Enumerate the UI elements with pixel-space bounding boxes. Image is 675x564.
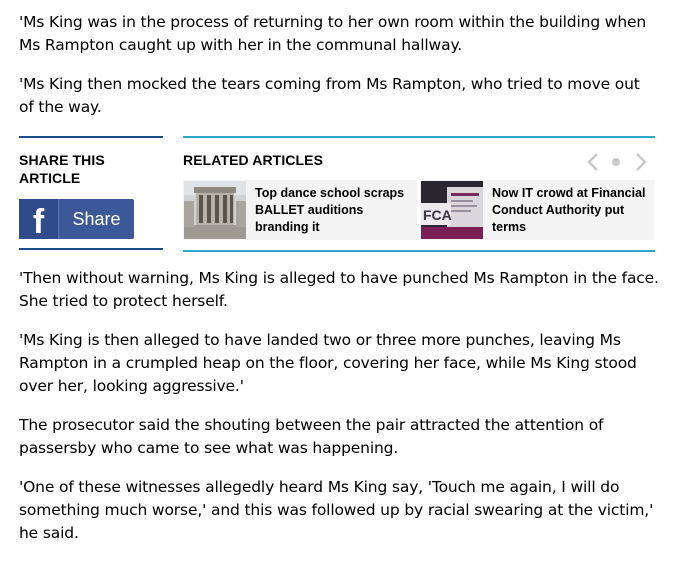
article-paragraph: 'Ms King then mocked the tears coming from Ms Rampton, who tried to move out of the way. <box>19 75 640 116</box>
share-panel <box>19 136 163 250</box>
related-articles-panel <box>183 136 655 252</box>
article-paragraph: 'Then without warning, Ms King is alleged to have punched Ms Rampton in the face. She tried to protect herself. <box>19 269 659 310</box>
related-article-headline: Now IT crowd at Financial Conduct Authority put terms <box>492 186 646 234</box>
related-article-card[interactable] <box>420 180 654 240</box>
carousel-next-icon[interactable] <box>633 152 649 172</box>
svg-text:FCA: FCA <box>423 207 452 223</box>
related-article-headline: Top dance school scraps BALLET auditions branding it <box>255 186 405 234</box>
building-photo-thumbnail <box>184 181 246 239</box>
related-article-card[interactable] <box>183 180 417 240</box>
facebook-share-label: Share <box>72 208 121 229</box>
facebook-f-icon: f <box>19 199 59 239</box>
carousel-prev-icon[interactable] <box>585 152 601 172</box>
article-paragraph: 'Ms King is then alleged to have landed two or three more punches, leaving Ms Rampton in a crumpled heap on the floor, covering her face, while Ms King stood over her, looking aggressive.' <box>19 331 637 395</box>
carousel-dot[interactable] <box>612 158 620 166</box>
article-paragraph: 'Ms King was in the process of returning to her own room within the building when Ms Rampton caught up with her in the communal hallway. <box>19 13 647 54</box>
fca-logo-photo-thumbnail <box>421 181 483 239</box>
share-title: SHARE THIS ARTICLE <box>19 152 105 186</box>
related-articles-title: RELATED ARTICLES <box>183 152 324 168</box>
article-paragraph: The prosecutor said the shouting between the pair attracted the attention of passersby who came to see what was happening. <box>19 416 604 457</box>
article-paragraph: 'One of these witnesses allegedly heard Ms King say, 'Touch me again, I will do something much worse,' and this was followed up by racial swearing at the victim,' he said. <box>19 478 654 542</box>
facebook-share-button[interactable] <box>19 199 134 239</box>
